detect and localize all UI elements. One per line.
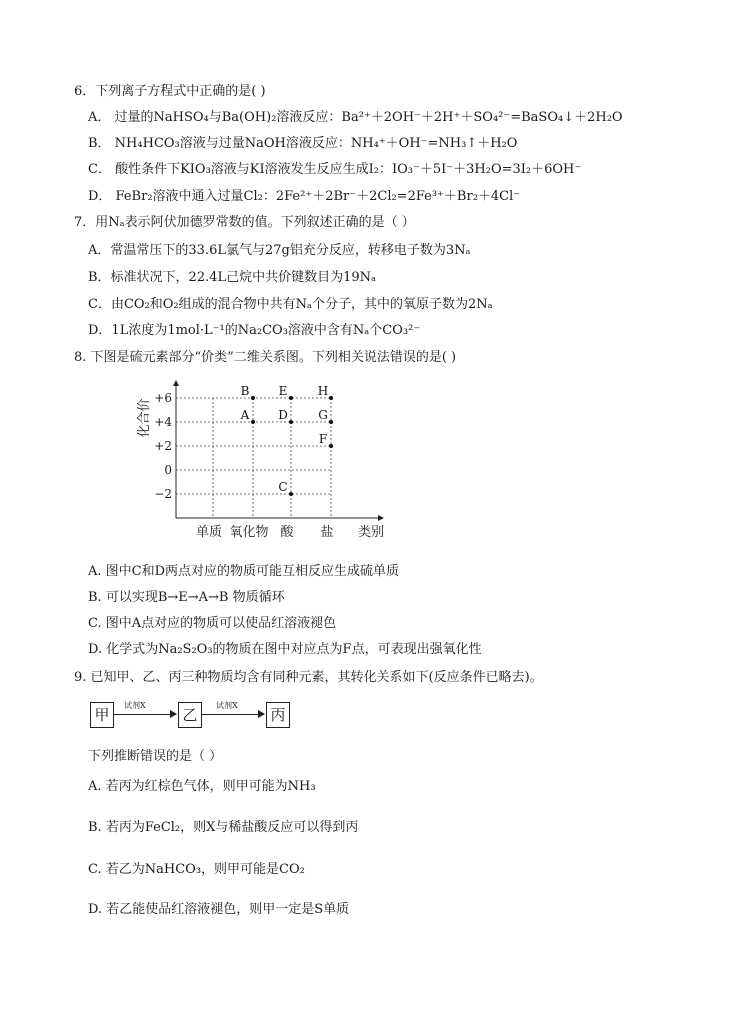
question-6-option-a: A． 过量的NaHSO₄与Ba(OH)₂溶液反应：Ba²⁺＋2OH⁻＋2H⁺＋SO₄²⁻=BaSO₄↓＋2H₂O	[88, 110, 623, 125]
point-label-B: B	[240, 384, 250, 398]
substance-bing-box: 丙	[266, 702, 290, 728]
x-axis-title: 类别	[358, 525, 385, 540]
point-label-G: G	[318, 408, 328, 422]
x-category-label: 酸	[280, 525, 294, 540]
x-category-label: 盐	[320, 525, 334, 540]
point-label-F: F	[318, 432, 328, 446]
question-7-option-d: D．1L浓度为1mol·L⁻¹的Na₂CO₃溶液中含有Nₐ个CO₃²⁻	[88, 323, 421, 338]
question-6-option-b: B． NH₄HCO₃溶液与过量NaOH溶液反应：NH₄⁺＋OH⁻=NH₃↑＋H₂O	[88, 136, 518, 151]
data-point-D	[289, 420, 293, 424]
data-point-E	[289, 396, 293, 400]
y-tick-label: +2	[154, 439, 172, 453]
sulfur-valence-chart	[128, 378, 398, 546]
question-9-option-c: C. 若乙为NaHCO₃，则甲可能是CO₂	[88, 862, 305, 877]
question-8-option-d: D. 化学式为Na₂S₂O₃的物质在图中对应点为F点，可表现出强氧化性	[88, 642, 482, 657]
question-7-option-b: B．标准状况下，22.4L己烷中共价键数目为19Nₐ	[88, 270, 377, 285]
question-7-option-a: A．常温常压下的33.6L氯气与27g铝充分反应，转移电子数为3Nₐ	[88, 243, 471, 258]
point-label-D: D	[278, 408, 288, 422]
y-axis-arrow	[173, 380, 179, 386]
question-8-stem: 8. 下图是硫元素部分“价类”二维关系图。下列相关说法错误的是( )	[74, 350, 457, 365]
question-9-stem: 9. 已知甲、乙、丙三种物质均含有同种元素，其转化关系如下(反应条件已略去)。	[74, 670, 543, 685]
question-7-option-c: C．由CO₂和O₂组成的混合物中共有Nₐ个分子，其中的氧原子数为2Nₐ	[88, 297, 493, 312]
data-point-F	[329, 444, 333, 448]
data-point-H	[329, 396, 333, 400]
question-8-option-b: B. 可以实现B→E→A→B 物质循环	[88, 590, 285, 605]
point-label-H: H	[317, 384, 329, 398]
question-6-option-d: D． FeBr₂溶液中通入过量Cl₂：2Fe²⁺＋2Br⁻＋2Cl₂=2Fe³⁺＋Br₂＋4Cl⁻	[88, 189, 521, 204]
point-label-E: E	[278, 384, 288, 398]
y-tick-label: +4	[154, 415, 172, 429]
reagent-label-2: 试剂X	[216, 701, 238, 710]
question-9-option-b: B. 若丙为FeCl₂，则X与稀盐酸反应可以得到丙	[88, 820, 359, 835]
question-7-stem: 7．用Nₐ表示阿伏加德罗常数的值。下列叙述正确的是（ ）	[74, 215, 415, 230]
conversion-flow-diagram	[88, 700, 298, 730]
data-point-C	[289, 492, 293, 496]
substance-yi-box: 乙	[178, 702, 202, 728]
substance-jia-box: 甲	[90, 702, 114, 728]
question-6-option-c: C． 酸性条件下KIO₃溶液与KI溶液发生反应生成I₂：IO₃⁻＋5I⁻＋3H₂O=3I₂＋6OH⁻	[88, 162, 582, 177]
x-category-label: 氧化物	[229, 525, 269, 540]
y-tick-label: −2	[154, 487, 172, 501]
point-label-A: A	[240, 408, 250, 422]
flow-arrow-1	[114, 714, 176, 715]
x-category-label: 单质	[195, 525, 223, 540]
data-point-B	[251, 396, 255, 400]
data-point-G	[329, 420, 333, 424]
question-9-option-d: D. 若乙能使品红溶液褪色，则甲一定是S单质	[88, 902, 350, 917]
x-axis-arrow	[378, 515, 384, 521]
question-8-option-a: A. 图中C和D两点对应的物质可能互相反应生成硫单质	[88, 564, 400, 579]
y-axis-title: 化合价	[137, 398, 152, 438]
question-8-option-c: C. 图中A点对应的物质可以使品红溶液褪色	[88, 616, 337, 631]
question-9-prompt: 下列推断错误的是（ ）	[88, 749, 223, 764]
data-point-A	[251, 420, 255, 424]
y-tick-label: +6	[154, 391, 172, 405]
point-label-C: C	[278, 480, 288, 494]
question-6-stem: 6．下列离子方程式中正确的是( )	[74, 84, 266, 99]
y-tick-label: 0	[164, 463, 172, 477]
reagent-label-1: 试剂X	[124, 701, 146, 710]
flow-arrow-2	[202, 714, 264, 715]
question-9-option-a: A. 若丙为红棕色气体，则甲可能为NH₃	[88, 779, 316, 794]
